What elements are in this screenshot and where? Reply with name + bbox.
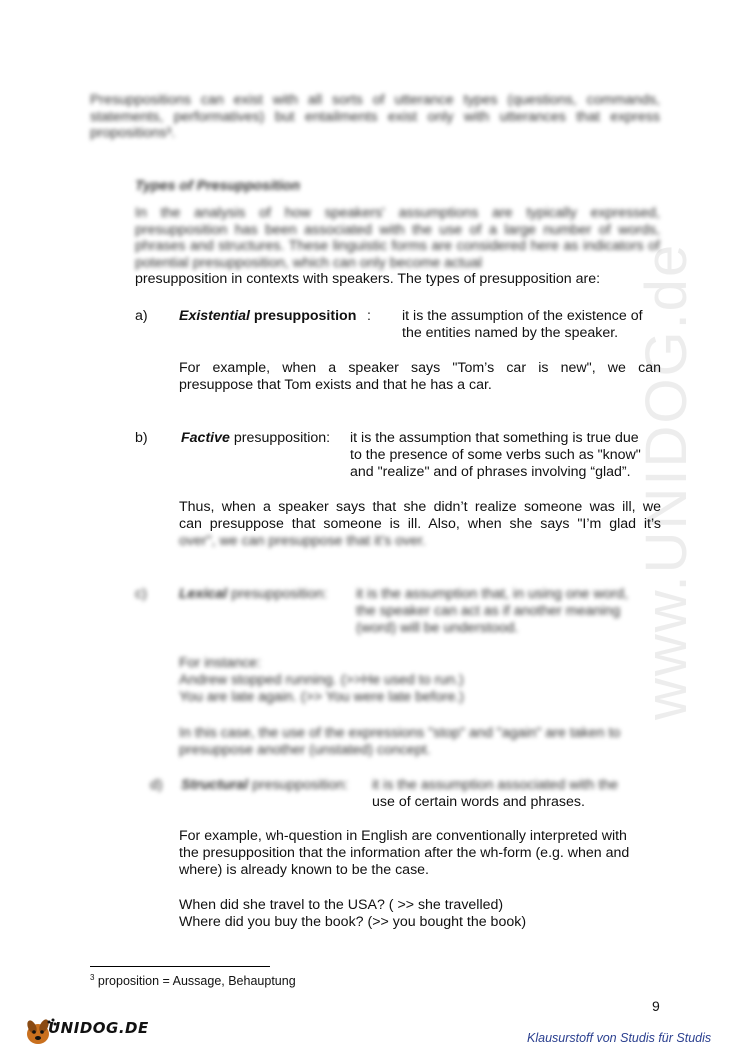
item-d-term-rest: presupposition: (248, 777, 349, 793)
item-a-example-line2: presuppose that Tom exists and that he has a car. (179, 377, 492, 393)
item-b-def-line3: and "realize" and of phrases involving “glad”. (350, 464, 631, 480)
item-d-question2: Where did you buy the book? (>> you bought the book) (179, 914, 527, 930)
footnote-rule (90, 966, 270, 967)
item-c-note-line2: presuppose another (unstated) concept. (179, 742, 431, 758)
watermark: www.UNIDOG.de (634, 242, 699, 720)
item-d-term (181, 777, 348, 794)
item-c-ex-line2: Andrew stopped running. (>>He used to run.) (179, 672, 464, 688)
footnote (90, 973, 296, 988)
footer-logo-text: UNIDOG.DE (48, 1019, 149, 1037)
item-d-term-italic: Structural (181, 777, 249, 793)
item-a-example-line1: For example, when a speaker says "Tom’s car is new", we can (179, 360, 661, 376)
section-paragraph-blurred: In the analysis of how speakers' assumptions are typically expressed, presupposition has been associated with the use of a large number of words, phrases and structures. These linguistic forms are considered here as indicators of potential presupposition, which can only become actual (135, 205, 660, 271)
item-b-example-line1: Thus, when a speaker says that she didn’t realize someone was ill, we (179, 499, 661, 515)
item-c-letter: c) (135, 586, 147, 602)
item-d-example-line1: For example, wh-question in English are conventionally interpreted with (179, 828, 627, 844)
item-b-term (181, 430, 330, 447)
item-c-term-italic: Lexical (179, 586, 228, 602)
item-b-def-line1: it is the assumption that something is true due (350, 430, 639, 446)
section-heading: Types of Presupposition (135, 178, 301, 194)
page-number: 9 (652, 998, 660, 1014)
item-a-term-italic: Existential (179, 308, 250, 324)
item-d-question1: When did she travel to the USA? ( >> she travelled) (179, 897, 504, 913)
item-b-letter: b) (135, 430, 148, 446)
item-d-def-line2: use of certain words and phrases. (372, 794, 585, 810)
item-a-term-rest: presupposition (249, 308, 357, 324)
item-a-letter: a) (135, 308, 148, 324)
item-c-note-line1: In this case, the use of the expressions "stop" and "again" are taken to (179, 725, 621, 741)
item-a-def-line2: the entities named by the speaker. (402, 325, 619, 341)
item-c-term-rest: presupposition: (227, 586, 328, 602)
item-c-ex-line1: For instance: (179, 655, 262, 671)
item-d-def-line1: it is the assumption associated with the (372, 777, 619, 793)
item-c-term (179, 586, 327, 603)
item-b-term-italic: Factive (181, 430, 230, 446)
section-paragraph-visible: presupposition in contexts with speakers. The types of presupposition are: (135, 271, 601, 287)
item-d-example-line2: the presupposition that the information after the wh-form (e.g. when and (179, 845, 630, 861)
item-b-def-line2: to the presence of some verbs such as "know" (350, 447, 641, 463)
item-b-example-line3: over", we can presuppose that it’s over. (179, 533, 426, 549)
item-a-colon: : (367, 308, 371, 324)
item-c-def-line1: it is the assumption that, in using one word, (356, 586, 629, 602)
footnote-mark: 3 (90, 973, 95, 982)
item-c-def-line2: the speaker can act as if another meaning (356, 603, 621, 619)
item-c-def-line3: (word) will be understood. (356, 620, 519, 636)
item-a-def-line1: it is the assumption of the existence of (402, 308, 643, 324)
footer-tagline: Klausurstoff von Studis für Studis (527, 1031, 712, 1045)
item-c-ex-line3: You are late again. (>> You were late before.) (179, 689, 465, 705)
item-d-letter: d) (150, 777, 163, 793)
intro-paragraph: Presuppositions can exist with all sorts of utterance types (questions, commands, statements, performatives) but entailments exist only with utterances that express propositions³. (90, 92, 660, 141)
item-b-term-rest: presupposition: (229, 430, 331, 446)
item-d-example-line3: where) is already known to be the case. (179, 862, 429, 878)
item-a-term (179, 308, 356, 325)
item-b-example-line2: can presuppose that someone is ill. Also, when she says "I’m glad it’s (179, 516, 661, 532)
footnote-text: proposition = Aussage, Behauptung (94, 974, 296, 988)
